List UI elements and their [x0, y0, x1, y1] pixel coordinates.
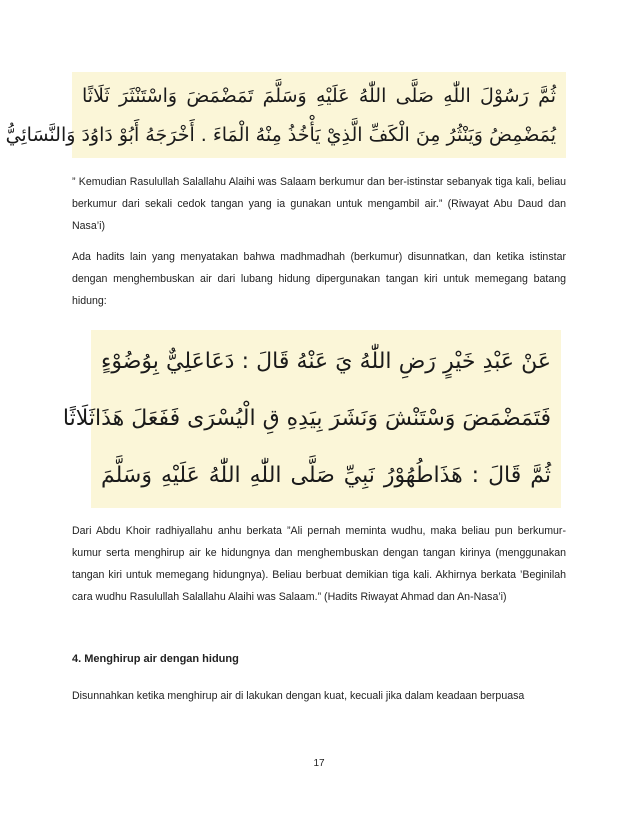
arabic-line: ثُمَّ رَسُوْلَ اللّٰهِ صَلَّى اللّٰهُ عَلَيْهِ وَسَلَّمَ تَمَضْمَضَ وَاسْتَنْثَرَ ثَلَاثًا: [82, 84, 556, 107]
arabic-hadith-block-1: [5, 72, 566, 158]
arabic-hadith-block-2: [62, 330, 561, 508]
section-heading: 4. Menghirup air dengan hidung: [72, 653, 239, 665]
arabic-line: عَنْ عَبْدِ خَيْرٍ رَضِ اللّٰهُ يَ عَنْهُ قَالَ : دَعَاعَلِيٌّ بِوُضُوْءٍ: [101, 349, 551, 375]
arabic-line: ثُمَّ قَالَ : هَذَاطُهُوْرُ نَبِيِّ صَلَّى اللّٰهِ اللّٰهُ عَلَيْهِ وَسَلَّمَ: [101, 462, 551, 488]
section-paragraph: Disunnahkan ketika menghirup air di lakukan dengan kuat, kecuali jika dalam keadaan berpuasa: [72, 690, 525, 702]
translation-paragraph-2: Dari Abdu Khoir radhiyallahu anhu berkata ”Ali pernah meminta wudhu, maka beliau pun berkumur-kumur serta menghirup air ke hidungnya dan menghembuskan dengan tangan kirinya (menggunakan tangan kiri untuk memegang hidungnya). Beliau berbuat demikian tiga kali. Akhirnya berkata ’Beginilah cara wudhu Rasulullah Salallahu Alaihi was Salaam.” (Hadits Riwayat Ahmad dan An-Nasa’i): [72, 525, 566, 603]
page-number: 17: [313, 758, 325, 769]
arabic-line: يُمَضْمِضُ وَيَنْثُرُ مِنَ الْكَفِّ الَّذِيْ يَأْخُذُ مِنْهُ الْمَاءَ . أَخْرَجَهُ أَبُوْ دَاوُدَ وَالنَّسَائِيُّ: [5, 123, 556, 146]
explanation-paragraph: Ada hadits lain yang menyatakan bahwa madhmadhah (berkumur) disunnatkan, dan ketika istinstar dengan menghembuskan air dari lubang hidung dipergunakan tangan kiri untuk memegang batang hidung:: [72, 251, 566, 307]
translation-paragraph-1: ” Kemudian Rasulullah Salallahu Alaihi was Salaam berkumur dan ber-istinstar sebanyak tiga kali, beliau berkumur dari sekali cedok tangan yang ia gunakan untuk mengambil air.” (Riwayat Abu Daud dan Nasa’i): [72, 176, 566, 232]
arabic-line: فَتَمَضْمَضَ وَسْتَنْشَ وَنَشَرَ بِيَدِهِ قِ الْيُسْرَى فَفَعَلَ هَذَاثَلَاثًا: [62, 405, 551, 431]
